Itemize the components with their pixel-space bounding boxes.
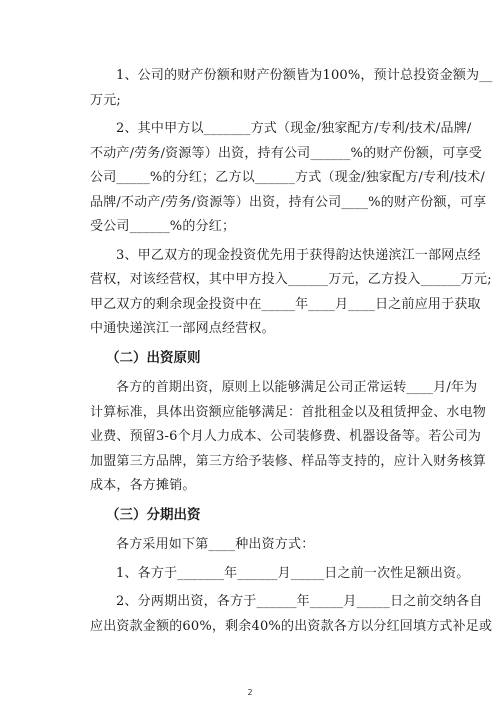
paragraph-2 [90,117,487,240]
text-line: 公司_____%的分红；乙方以______方式（现金/独家配方/专利/技术/ [90,170,485,185]
text-line: 业费、预留3-6个月人力成本、公司装修费、机器设备等。若公司为 [90,429,482,444]
text-line: 加盟第三方品牌，第三方给予装修、样品等支持的，应计入财务核算 [90,453,487,469]
text-line: 受公司______%的分红； [90,219,236,234]
text-line: 万元; [90,92,121,108]
text-line: 营权，对该经营权，其中甲方投入______万元，乙方投入______万元; [90,272,492,287]
text-line: 品牌/不动产/劳务/资源等）出资，持有公司____%的财产份额，可享 [90,194,487,210]
page-number: 2 [247,688,253,697]
text-line: 甲乙双方的剩余现金投资中在_____年____月____日之前应用于获取 [90,296,481,312]
text-line: 1、公司的财产份额和财产份额皆为100%，预计总投资金额为__ [116,68,493,83]
text-line: 2、分两期出资，各方于______年_____月_____日之前交纳各自 [116,594,483,609]
paragraph-installment-intro [90,533,426,558]
paragraph-1 [90,64,493,113]
text-line: 2、其中甲方以_______方式（现金/独家配方/专利/技术/品牌/ [116,121,472,136]
paragraph-3 [90,244,492,342]
text-line: 应出资款金额的60%，剩余40%的出资款各方以分红回填方式补足或 [90,618,493,634]
section-heading-installment: （三）分期出资 [106,506,201,523]
paragraph-option-1 [90,562,470,587]
paragraph-option-2 [90,590,493,639]
text-line: 计算标准，具体出资额应能够满足：首批租金以及租赁押金、水电物 [90,404,487,420]
paragraph-principle [90,376,487,499]
text-line: 不动产/劳务/资源等）出资，持有公司______%的财产份额，可享受 [90,145,482,161]
text-line: 中通快递滨江一部网点经营权。 [90,321,275,336]
text-line: 各方采用如下第____种出资方式： [116,537,315,552]
text-line: 3、甲乙双方的现金投资优先用于获得韵达快递滨江一部网点经 [116,247,481,263]
text-line: 1、各方于_______年______月_____日之前一次性足额出资。 [116,565,470,581]
text-line: 各方的首期出资，原则上以能够满足公司正常运转____月/年为 [116,380,478,395]
text-line: 成本，各方摊销。 [90,478,196,493]
section-heading-contribution-principle: （二）出资原则 [106,349,201,366]
